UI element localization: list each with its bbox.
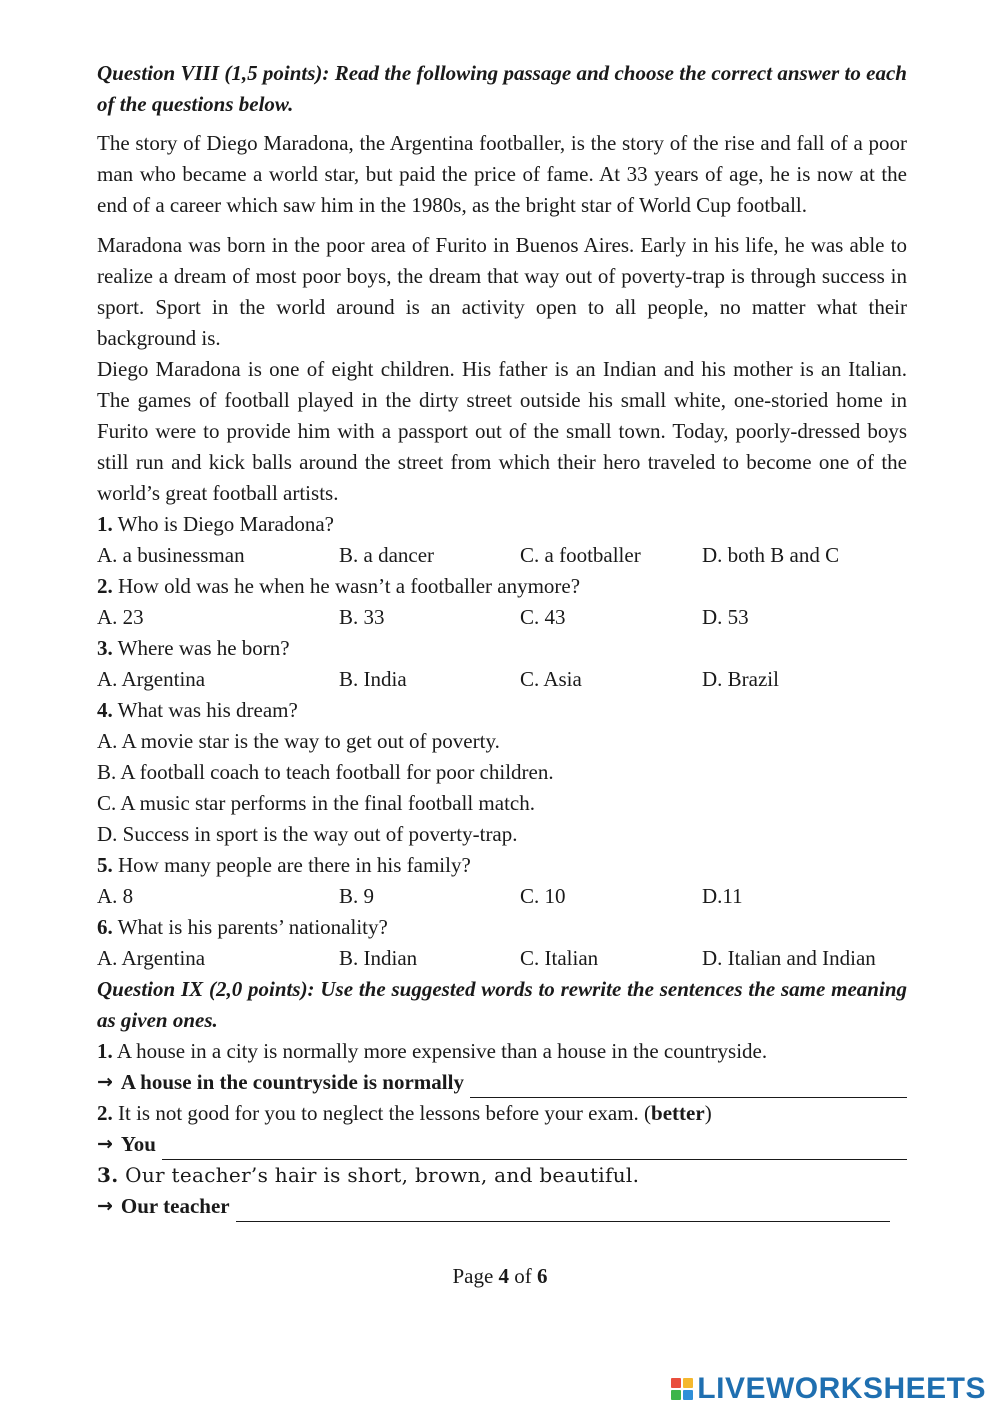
option-a[interactable]: A. Argentina — [97, 946, 206, 970]
item-number: 1. — [97, 1039, 113, 1063]
question-5-options — [97, 881, 907, 912]
logo-square-4 — [683, 1390, 693, 1400]
option-c[interactable]: C. A music star performs in the final football match. — [97, 791, 535, 815]
answer-prompt: Our teacher — [120, 1194, 230, 1218]
question-3-options — [97, 664, 907, 695]
item-sentence: It is not good for you to neglect the lessons before your exam. ( — [118, 1101, 652, 1125]
option-d[interactable]: D.11 — [702, 884, 743, 908]
logo-square-3 — [671, 1390, 681, 1400]
item-sentence: A house in a city is normally more expensive than a house in the countryside. — [116, 1039, 768, 1063]
worksheet-page — [97, 58, 907, 1222]
option-a[interactable]: A. A movie star is the way to get out of poverty. — [97, 729, 500, 753]
answer-prompt: You — [120, 1132, 156, 1156]
current-page: 4 — [498, 1264, 510, 1288]
option-d[interactable]: D. Brazil — [702, 667, 779, 691]
option-d[interactable]: D. Italian and Indian — [702, 946, 876, 970]
question-text: How many people are there in his family? — [118, 853, 471, 877]
answer-prompt: A house in the countryside is normally — [120, 1070, 464, 1094]
question-text: What was his dream? — [117, 698, 298, 722]
question-text: Who is Diego Maradona? — [117, 512, 334, 536]
answer-line-3 — [97, 1191, 890, 1222]
question-text: Where was he born? — [117, 636, 290, 660]
rewrite-item-1 — [97, 1036, 907, 1067]
question-6-options — [97, 943, 907, 974]
arrow-right-icon: → — [97, 1133, 113, 1155]
option-c[interactable]: C. Italian — [520, 946, 599, 970]
page-footer — [0, 1264, 1000, 1289]
option-b[interactable]: B. 33 — [339, 605, 385, 629]
option-c[interactable]: C. 43 — [520, 605, 566, 629]
option-d[interactable]: D. Success in sport is the way out of poverty-trap. — [97, 822, 518, 846]
brand-name: LIVEWORKSHEETS — [697, 1372, 986, 1405]
option-a[interactable]: A. a businessman — [97, 543, 245, 567]
item-sentence: Our teacher’s hair is short, brown, and beautiful. — [125, 1163, 640, 1187]
answer-line-1 — [97, 1067, 907, 1098]
item-number: 3. — [97, 1163, 119, 1187]
option-b[interactable]: B. Indian — [339, 946, 418, 970]
rewrite-item-3 — [97, 1160, 907, 1191]
passage-paragraph-2: Maradona was born in the poor area of Furito in Buenos Aires. Early in his life, he was able to realize a dream of most poor boys, the dream that way out of poverty-trap is through success in sport. Sport in the world around is an activity open to all people, no matter what their background is. — [97, 233, 907, 350]
logo-square-2 — [683, 1378, 693, 1388]
question-number: 2. — [97, 574, 113, 598]
option-d[interactable]: D. 53 — [702, 605, 749, 629]
question-1 — [97, 509, 907, 540]
option-b[interactable]: B. 9 — [339, 884, 375, 908]
suggested-word: better — [651, 1101, 705, 1125]
option-b[interactable]: B. a dancer — [339, 543, 435, 567]
question-text: What is his parents’ nationality? — [117, 915, 388, 939]
passage-paragraph-3: Diego Maradona is one of eight children. His father is an Indian and his mother is an Italian. The games of football played in the dirty street outside his small white, one-storied home in Furito were to provide him with a passport out of the small town. Today, poorly-dressed boys still run and kick balls around the street from which their hero traveled to become one of the world’s great football artists. — [97, 357, 907, 505]
question-6 — [97, 912, 907, 943]
logo-square-1 — [671, 1378, 681, 1388]
question-8-title: Question VIII (1,5 points): Read the following passage and choose the correct answer to each of the questions below. — [97, 61, 907, 116]
question-text: How old was he when he wasn’t a footballer anymore? — [118, 574, 581, 598]
arrow-right-icon: → — [97, 1071, 113, 1093]
answer-blank-2[interactable] — [162, 1135, 907, 1160]
option-c[interactable]: C. a footballer — [520, 543, 641, 567]
option-a[interactable]: A. Argentina — [97, 667, 206, 691]
answer-blank-3[interactable] — [236, 1197, 890, 1222]
option-b[interactable]: B. A football coach to teach football for poor children. — [97, 760, 554, 784]
question-5 — [97, 850, 907, 881]
answer-line-2 — [97, 1129, 907, 1160]
liveworksheets-logo-icon — [671, 1378, 693, 1400]
rewrite-item-2 — [97, 1098, 907, 1129]
question-3 — [97, 633, 907, 664]
total-pages: 6 — [537, 1264, 548, 1288]
question-4 — [97, 695, 907, 726]
option-d[interactable]: D. both B and C — [702, 543, 840, 567]
question-9-title: Question IX (2,0 points): Use the suggested words to rewrite the sentences the same meaning as given ones. — [97, 977, 907, 1032]
option-a[interactable]: A. 23 — [97, 605, 144, 629]
arrow-right-icon: → — [97, 1195, 113, 1217]
question-2 — [97, 571, 907, 602]
page-prefix: Page — [452, 1264, 494, 1288]
option-a[interactable]: A. 8 — [97, 884, 134, 908]
question-number: 5. — [97, 853, 113, 877]
liveworksheets-brand — [671, 1372, 986, 1406]
question-number: 6. — [97, 915, 113, 939]
option-b[interactable]: B. India — [339, 667, 407, 691]
page-sep: of — [514, 1264, 532, 1288]
passage-paragraph-1: The story of Diego Maradona, the Argentina footballer, is the story of the rise and fall of a poor man who became a world star, but paid the price of fame. At 33 years of age, he is now at the end of a career which saw him in the 1980s, as the bright star of World Cup football. — [97, 131, 907, 217]
question-number: 4. — [97, 698, 113, 722]
option-c[interactable]: C. Asia — [520, 667, 582, 691]
question-2-options — [97, 602, 907, 633]
item-number: 2. — [97, 1101, 113, 1125]
hint-close: ) — [704, 1101, 712, 1125]
question-number: 3. — [97, 636, 113, 660]
option-c[interactable]: C. 10 — [520, 884, 566, 908]
answer-blank-1[interactable] — [470, 1073, 907, 1098]
question-1-options — [97, 540, 907, 571]
question-number: 1. — [97, 512, 113, 536]
